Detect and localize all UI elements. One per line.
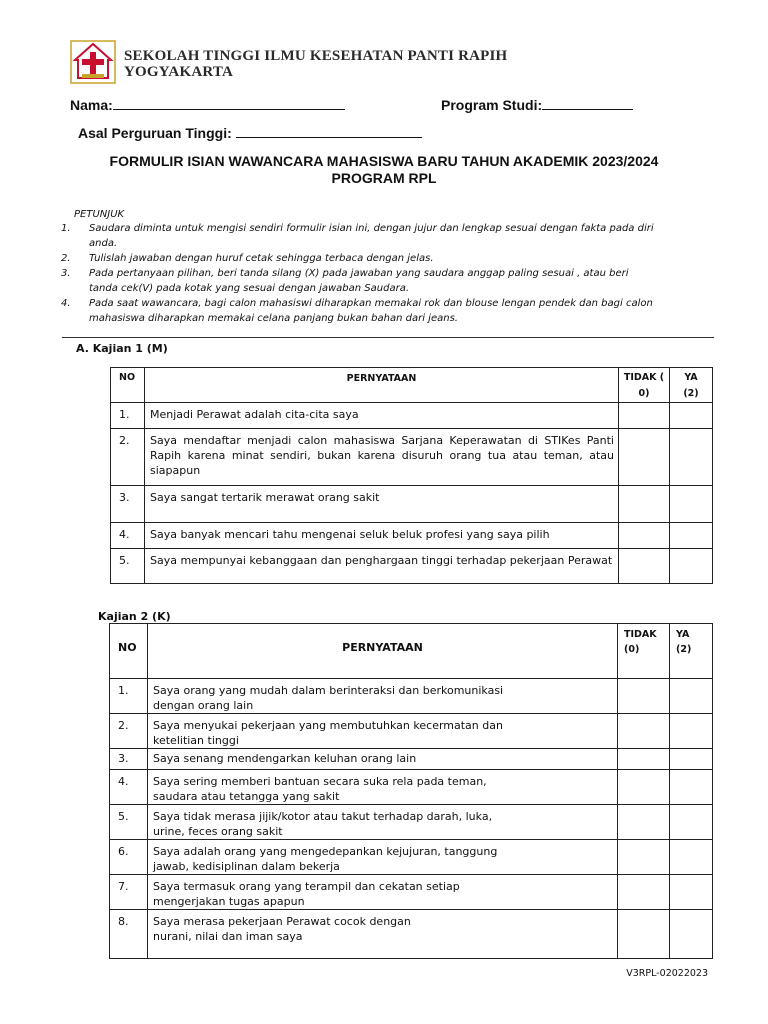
instruction-item <box>0 251 768 266</box>
program-studi-field <box>441 95 633 113</box>
row-statement: Saya orang yang mudah dalam berinteraksi dan berkomunikasi dengan orang lain <box>148 679 618 714</box>
row-statement: Saya merasa pekerjaan Perawat cocok dengan nurani, nilai dan iman saya <box>148 910 618 959</box>
table-row <box>110 770 713 805</box>
row-statement: Saya tidak merasa jijik/kotor atau takut terhadap darah, luka, urine, feces orang sakit <box>148 805 618 840</box>
divider <box>62 337 714 338</box>
institution-name: SEKOLAH TINGGI ILMU KESEHATAN PANTI RAPIH <box>124 48 508 64</box>
instruction-text-line2: anda. <box>89 238 118 249</box>
ya-checkbox[interactable] <box>670 749 713 770</box>
instructions-heading: PETUNJUK <box>74 209 125 220</box>
instruction-text-line1: Pada pertanyaan pilihan, beri tanda silang (X) pada jawaban yang saudara anggap paling sesuai , atau beri <box>89 268 629 279</box>
instruction-text-line2: tanda cek(V) pada kotak yang sesuai dengan jawaban Saudara. <box>89 283 410 294</box>
table-row <box>110 805 713 840</box>
ya-checkbox[interactable] <box>670 429 713 486</box>
ya-checkbox[interactable] <box>670 523 713 549</box>
table-row <box>111 549 713 584</box>
tidak-checkbox[interactable] <box>618 749 670 770</box>
row-statement: Saya mendaftar menjadi calon mahasiswa Sarjana Keperawatan di STIKes Panti Rapih karena minat sendiri, bukan karena disuruh orang tua atau teman, atau siapapun <box>145 429 619 486</box>
tidak-checkbox[interactable] <box>618 714 670 749</box>
instruction-text-line1: Saudara diminta untuk mengisi sendiri formulir isian ini, dengan jujur dan lengkap sesuai dengan fakta pada diri <box>89 223 654 234</box>
tidak-checkbox[interactable] <box>618 770 670 805</box>
nama-label: Nama: <box>70 97 113 113</box>
kajian-2-table <box>109 623 713 959</box>
table-row <box>110 679 713 714</box>
row-number: 8. <box>110 910 148 959</box>
row-statement: Saya sering memberi bantuan secara suka rela pada teman, saudara atau tetangga yang sakit <box>148 770 618 805</box>
row-number: 1. <box>110 679 148 714</box>
header-no: NO <box>111 368 145 403</box>
header-ya: YA (2) <box>670 368 713 403</box>
kajian-1-table <box>110 367 713 584</box>
row-statement: Saya menyukai pekerjaan yang membutuhkan kecermatan dan ketelitian tinggi <box>148 714 618 749</box>
header-tidak: TIDAK ( 0) <box>619 368 670 403</box>
row-statement: Saya banyak mencari tahu mengenai seluk beluk profesi yang saya pilih <box>145 523 619 549</box>
ya-checkbox[interactable] <box>670 549 713 584</box>
asal-pt-field <box>78 123 422 141</box>
ya-checkbox[interactable] <box>670 770 713 805</box>
table-row <box>111 403 713 429</box>
institution-logo-icon <box>70 40 116 84</box>
tidak-checkbox[interactable] <box>619 429 670 486</box>
instruction-number: 3. <box>61 268 71 279</box>
table-row <box>110 840 713 875</box>
table-row <box>111 429 713 486</box>
row-number: 4. <box>110 770 148 805</box>
table-row <box>111 486 713 523</box>
tidak-checkbox[interactable] <box>618 679 670 714</box>
ya-checkbox[interactable] <box>670 840 713 875</box>
row-statement: Saya termasuk orang yang terampil dan cekatan setiap mengerjakan tugas apapun <box>148 875 618 910</box>
row-statement: Saya sangat tertarik merawat orang sakit <box>145 486 619 523</box>
row-number: 4. <box>111 523 145 549</box>
row-number: 1. <box>111 403 145 429</box>
instruction-text-line2: mahasiswa diharapkan memakai celana panjang bukan bahan dari jeans. <box>89 313 458 324</box>
section-b-heading: Kajian 2 (K) <box>98 610 171 623</box>
ya-checkbox[interactable] <box>670 910 713 959</box>
table-header-row <box>111 368 713 403</box>
tidak-checkbox[interactable] <box>619 549 670 584</box>
table-row <box>111 523 713 549</box>
ya-checkbox[interactable] <box>670 875 713 910</box>
instruction-number: 2. <box>61 253 71 264</box>
document-code: V3RPL-02022023 <box>626 968 708 979</box>
ya-checkbox[interactable] <box>670 679 713 714</box>
tidak-checkbox[interactable] <box>618 840 670 875</box>
header-tidak: TIDAK (0) <box>618 624 670 679</box>
row-statement: Saya mempunyai kebanggaan dan penghargaan tinggi terhadap pekerjaan Perawat <box>145 549 619 584</box>
instruction-item <box>0 296 768 326</box>
form-subtitle: PROGRAM RPL <box>331 170 437 186</box>
nama-field <box>70 95 345 113</box>
form-title: FORMULIR ISIAN WAWANCARA MAHASISWA BARU TAHUN AKADEMIK 2023/2024 <box>109 153 659 169</box>
row-statement: Menjadi Perawat adalah cita-cita saya <box>145 403 619 429</box>
tidak-checkbox[interactable] <box>618 875 670 910</box>
asal-pt-label: Asal Perguruan Tinggi: <box>78 125 232 141</box>
table-header-row <box>110 624 713 679</box>
table-row <box>110 714 713 749</box>
row-number: 6. <box>110 840 148 875</box>
table-row <box>110 875 713 910</box>
tidak-checkbox[interactable] <box>618 910 670 959</box>
row-number: 3. <box>110 749 148 770</box>
instruction-text-line1: Tulislah jawaban dengan huruf cetak sehingga terbaca dengan jelas. <box>89 253 434 264</box>
instruction-item <box>0 221 768 251</box>
asal-pt-blank[interactable] <box>236 123 422 138</box>
tidak-checkbox[interactable] <box>619 403 670 429</box>
institution-city: YOGYAKARTA <box>124 64 233 80</box>
tidak-checkbox[interactable] <box>619 523 670 549</box>
row-statement: Saya adalah orang yang mengedepankan kejujuran, tanggung jawab, kedisiplinan dalam bekerja <box>148 840 618 875</box>
instruction-text-line1: Pada saat wawancara, bagi calon mahasiswi diharapkan memakai rok dan blouse lengan pendek dan bagi calon <box>89 298 653 309</box>
ya-checkbox[interactable] <box>670 403 713 429</box>
program-studi-label: Program Studi: <box>441 97 543 113</box>
tidak-checkbox[interactable] <box>618 805 670 840</box>
row-number: 3. <box>111 486 145 523</box>
header-pernyataan: PERNYATAAN <box>148 624 618 679</box>
row-number: 5. <box>110 805 148 840</box>
row-number: 7. <box>110 875 148 910</box>
row-statement: Saya senang mendengarkan keluhan orang lain <box>148 749 618 770</box>
section-a-heading: A. Kajian 1 (M) <box>76 342 168 355</box>
header-ya: YA (2) <box>670 624 713 679</box>
program-studi-blank[interactable] <box>542 95 633 110</box>
instruction-item <box>0 266 768 296</box>
table-row <box>110 910 713 959</box>
tidak-checkbox[interactable] <box>619 486 670 523</box>
ya-checkbox[interactable] <box>670 714 713 749</box>
instruction-number: 1. <box>61 223 71 234</box>
row-number: 2. <box>111 429 145 486</box>
row-number: 5. <box>111 549 145 584</box>
header-no: NO <box>110 624 148 679</box>
header-pernyataan: PERNYATAAN <box>145 368 619 403</box>
row-number: 2. <box>110 714 148 749</box>
nama-blank[interactable] <box>113 95 345 110</box>
instruction-number: 4. <box>61 298 71 309</box>
ya-checkbox[interactable] <box>670 805 713 840</box>
ya-checkbox[interactable] <box>670 486 713 523</box>
table-row <box>110 749 713 770</box>
